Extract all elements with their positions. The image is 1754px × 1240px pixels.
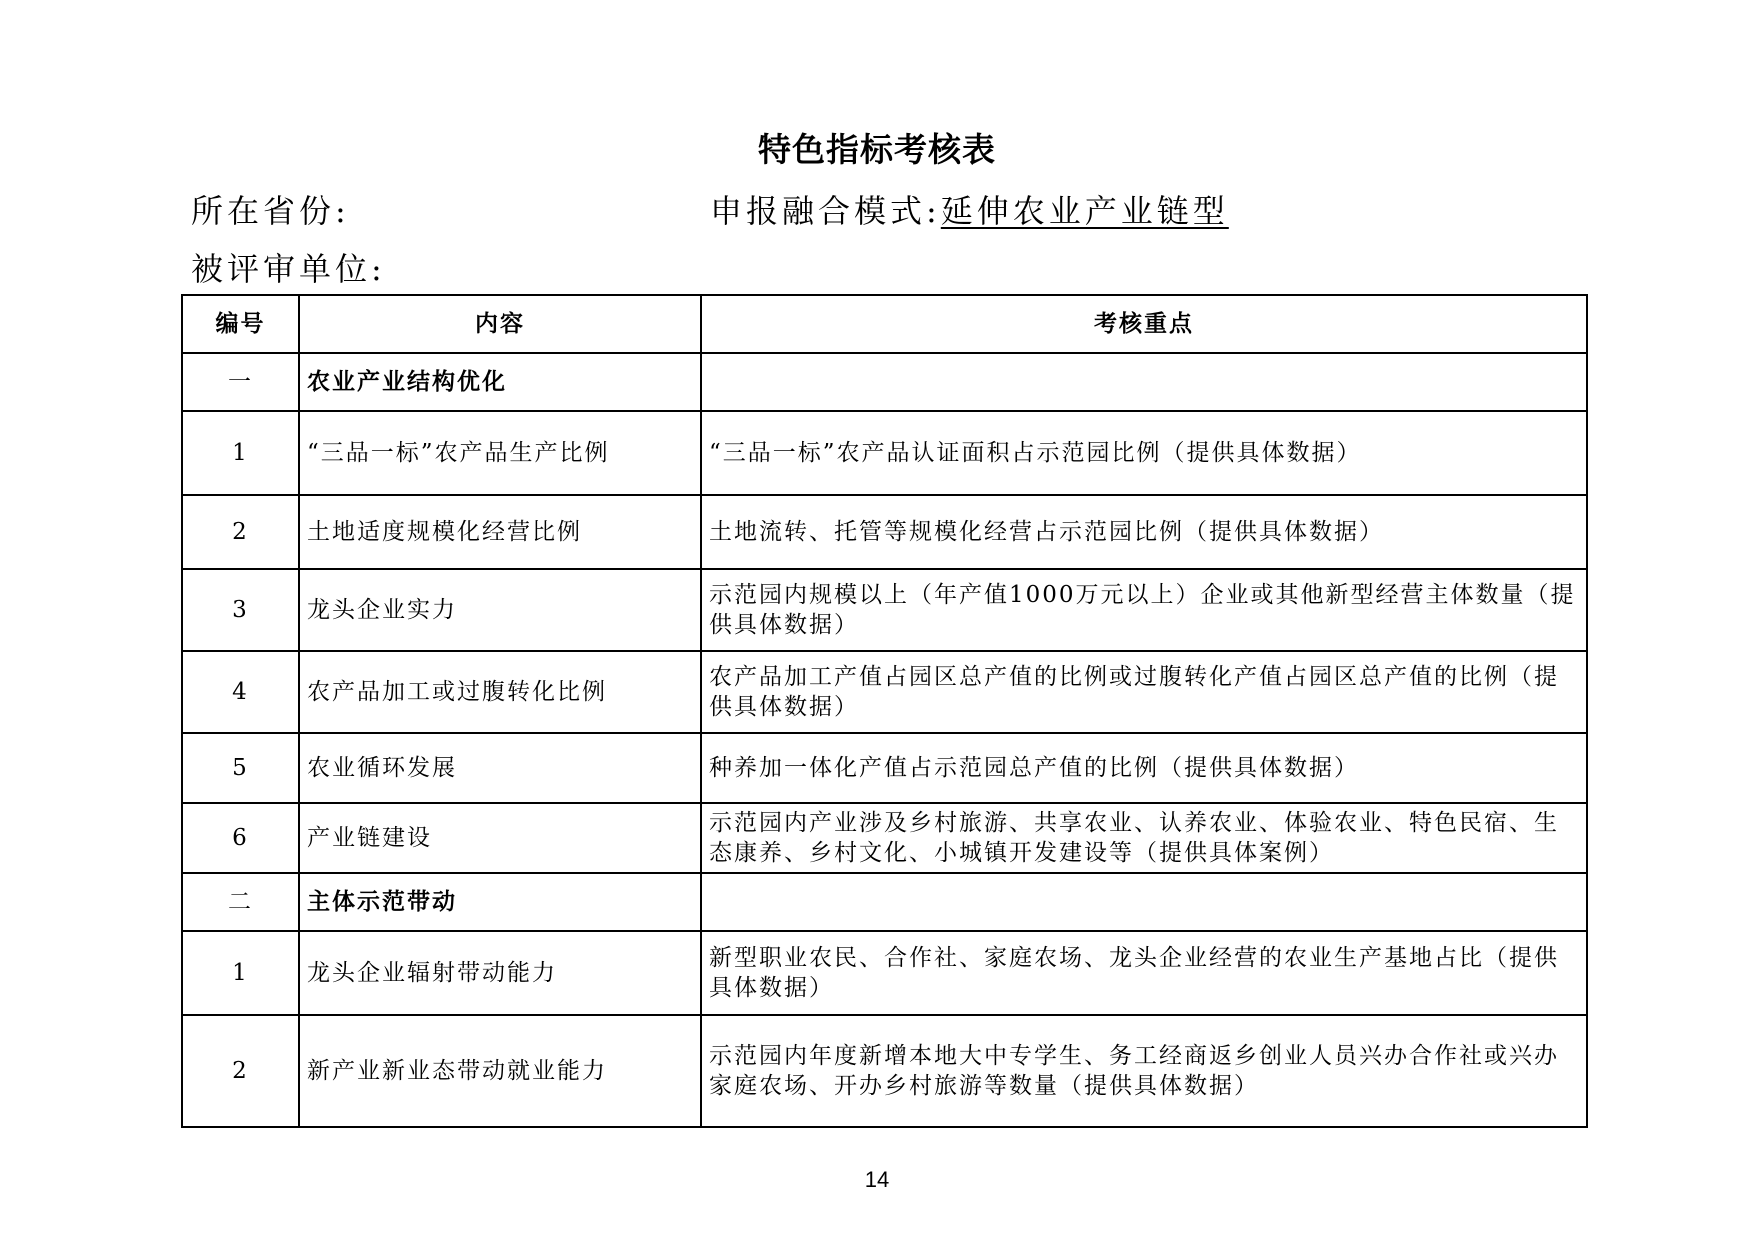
- table-row: [182, 931, 1587, 1015]
- fusion-mode-value: 延伸农业产业链型: [940, 192, 1229, 230]
- row-content: 农业产业结构优化: [299, 353, 701, 411]
- section-row: [182, 353, 1587, 411]
- row-focus: 示范园内规模以上（年产值1000万元以上）企业或其他新型经营主体数量（提供具体数据）: [701, 569, 1587, 651]
- row-number: 5: [182, 733, 299, 803]
- row-content: 土地适度规模化经营比例: [299, 495, 701, 569]
- fusion-mode: [710, 186, 1229, 232]
- table-row: [182, 495, 1587, 569]
- row-content: 农产品加工或过腹转化比例: [299, 651, 701, 733]
- row-focus: 农产品加工产值占园区总产值的比例或过腹转化产值占园区总产值的比例（提供具体数据）: [701, 651, 1587, 733]
- header-number: 编号: [182, 295, 299, 353]
- page-number: 14: [864, 1167, 890, 1192]
- row-content: “三品一标”农产品生产比例: [299, 411, 701, 495]
- row-number: 2: [182, 1015, 299, 1127]
- table-row: [182, 411, 1587, 495]
- table-header-row: [182, 295, 1587, 353]
- header-focus: 考核重点: [701, 295, 1587, 353]
- row-number: 1: [182, 411, 299, 495]
- row-number: 一: [182, 353, 299, 411]
- reviewed-unit-label: 被评审单位:: [191, 250, 386, 288]
- table-row: [182, 803, 1587, 873]
- row-number: 二: [182, 873, 299, 931]
- row-focus: 示范园内产业涉及乡村旅游、共享农业、认养农业、体验农业、特色民宿、生态康养、乡村文化、小城镇开发建设等（提供具体案例）: [701, 803, 1587, 873]
- row-number: 6: [182, 803, 299, 873]
- row-content: 产业链建设: [299, 803, 701, 873]
- row-focus: [701, 873, 1587, 931]
- row-content: 主体示范带动: [299, 873, 701, 931]
- row-number: 2: [182, 495, 299, 569]
- row-number: 3: [182, 569, 299, 651]
- header-content: 内容: [299, 295, 701, 353]
- row-focus: “三品一标”农产品认证面积占示范园比例（提供具体数据）: [701, 411, 1587, 495]
- page-title: 特色指标考核表: [758, 130, 996, 169]
- fusion-mode-label: 申报融合模式:: [710, 192, 941, 230]
- table-row: [182, 733, 1587, 803]
- assessment-table: [181, 294, 1588, 1128]
- row-content: 龙头企业辐射带动能力: [299, 931, 701, 1015]
- province-label: 所在省份:: [191, 192, 350, 230]
- row-focus: 种养加一体化产值占示范园总产值的比例（提供具体数据）: [701, 733, 1587, 803]
- row-focus: 示范园内年度新增本地大中专学生、务工经商返乡创业人员兴办合作社或兴办家庭农场、开办乡村旅游等数量（提供具体数据）: [701, 1015, 1587, 1127]
- table-row: [182, 651, 1587, 733]
- row-number: 4: [182, 651, 299, 733]
- section-row: [182, 873, 1587, 931]
- row-content: 新产业新业态带动就业能力: [299, 1015, 701, 1127]
- row-focus: 新型职业农民、合作社、家庭农场、龙头企业经营的农业生产基地占比（提供具体数据）: [701, 931, 1587, 1015]
- row-number: 1: [182, 931, 299, 1015]
- table-row: [182, 569, 1587, 651]
- table-row: [182, 1015, 1587, 1127]
- row-focus: 土地流转、托管等规模化经营占示范园比例（提供具体数据）: [701, 495, 1587, 569]
- row-content: 龙头企业实力: [299, 569, 701, 651]
- row-focus: [701, 353, 1587, 411]
- row-content: 农业循环发展: [299, 733, 701, 803]
